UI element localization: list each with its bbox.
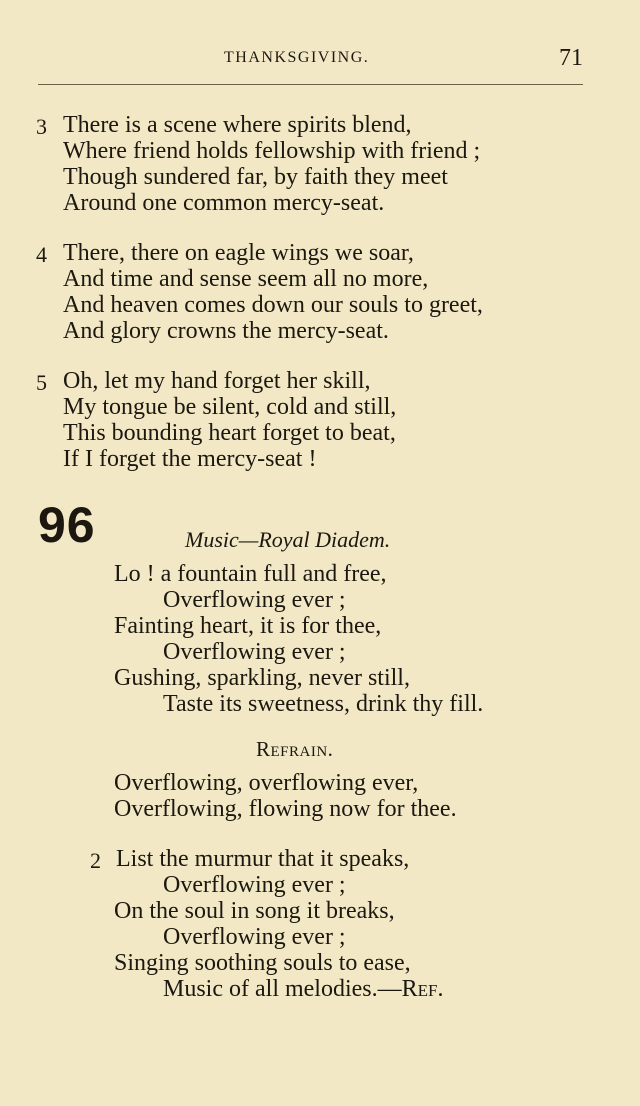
verse-line: Though sundered far, by faith they meet	[63, 164, 448, 190]
verse-line: My tongue be silent, cold and still,	[63, 394, 397, 420]
refrain-line: Overflowing, flowing now for thee.	[114, 796, 457, 822]
page-number: 71	[559, 45, 583, 71]
ref-tag: Ref.	[401, 976, 444, 1002]
verse-line: And time and sense seem all no more,	[63, 266, 429, 292]
verse-line: And glory crowns the mercy-seat.	[63, 318, 389, 344]
verse-line: Singing soothing souls to ease,	[114, 950, 411, 976]
verse-line: Oh, let my hand forget her skill,	[63, 368, 371, 394]
verse-line: Overflowing ever ;	[163, 924, 346, 950]
stanza-number: 2	[90, 848, 101, 873]
verse-line: This bounding heart forget to beat,	[63, 420, 396, 446]
verse-line: Lo ! a fountain full and free,	[114, 561, 387, 587]
verse-line: List the murmur that it speaks,	[116, 846, 410, 872]
tune-name: Music—Royal Diadem.	[185, 527, 391, 552]
refrain-line: Overflowing, overflowing ever,	[114, 770, 419, 796]
verse-line: On the soul in song it breaks,	[114, 898, 395, 924]
verse-line: Overflowing ever ;	[163, 639, 346, 665]
verse-line: Where friend holds fellowship with friend ;	[63, 138, 481, 164]
stanza-number: 3	[36, 114, 47, 139]
verse-line: There is a scene where spirits blend,	[63, 112, 412, 138]
refrain-heading: Refrain.	[256, 737, 334, 761]
verse-line: Fainting heart, it is for thee,	[114, 613, 382, 639]
verse-line: Taste its sweetness, drink thy fill.	[163, 691, 484, 717]
verse-line: Music of all melodies.—	[163, 976, 402, 1002]
verse-line: Gushing, sparkling, never still,	[114, 665, 410, 691]
verse-line: Around one common mercy-seat.	[63, 190, 385, 216]
hymn-number: 96	[38, 497, 96, 553]
verse-line: If I forget the mercy-seat !	[63, 446, 317, 472]
verse-line: Overflowing ever ;	[163, 872, 346, 898]
stanza-number: 4	[36, 242, 47, 267]
verse-line: There, there on eagle wings we soar,	[63, 240, 414, 266]
stanza-number: 5	[36, 370, 47, 395]
header-rule	[38, 84, 583, 85]
verse-line-with-ref	[163, 976, 444, 1002]
running-title: THANKSGIVING.	[224, 49, 370, 66]
verse-line: Overflowing ever ;	[163, 587, 346, 613]
verse-line: And heaven comes down our souls to greet,	[63, 292, 483, 318]
